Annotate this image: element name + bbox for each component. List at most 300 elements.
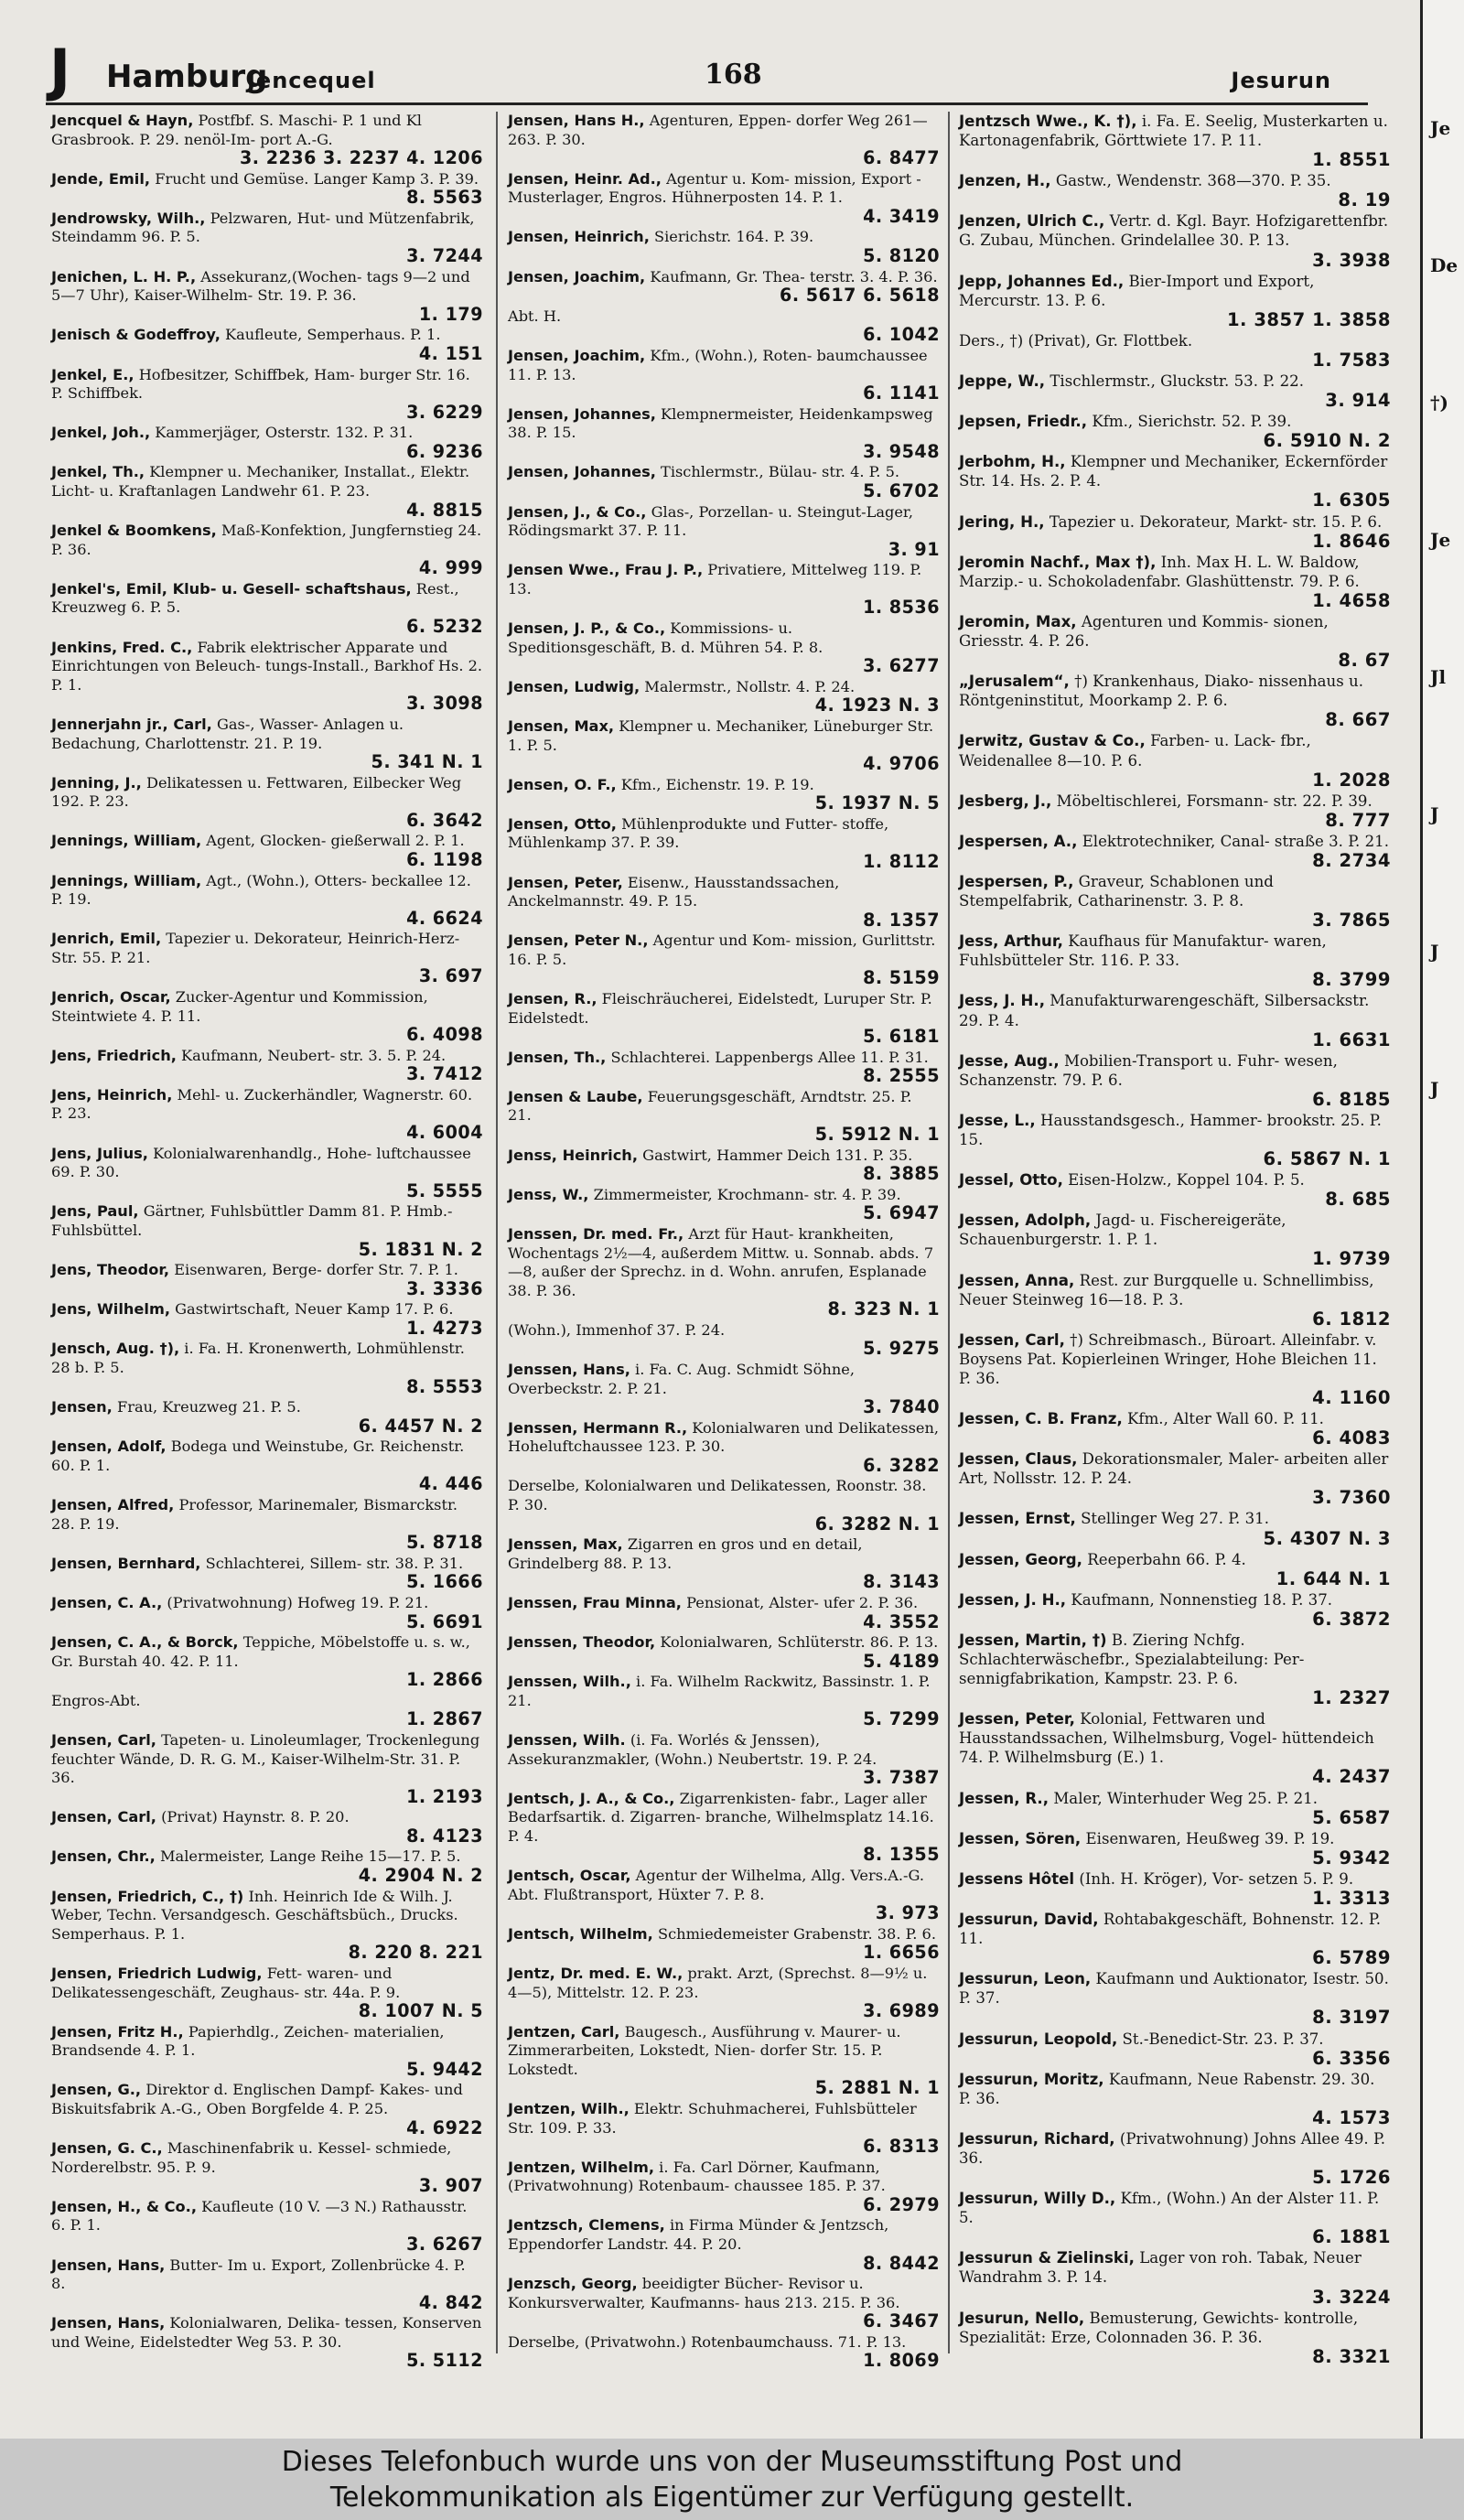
directory-entry: [51, 1086, 483, 1143]
entry-name: Jens, Paul,: [51, 1202, 139, 1221]
directory-entry: [508, 990, 940, 1047]
entry-details: Möbeltischlerei, Forsmann- str. 22. P. 39.: [1056, 792, 1372, 810]
entry-phone-number: 5. 6947: [863, 1202, 940, 1224]
edge-fragment: De: [1430, 254, 1459, 276]
entry-phone-number: 4. 1160: [1312, 1387, 1391, 1408]
entry-name: Jenrich, Oscar,: [51, 988, 171, 1007]
directory-entry: [959, 2189, 1391, 2246]
entry-details: Gastwirtschaft, Neuer Kamp 17. P. 6.: [175, 1300, 454, 1319]
directory-entry: [51, 268, 483, 325]
entry-name: Jespersen, P.,: [959, 872, 1074, 890]
entry-details: Agenturen, Eppen- dorfer Weg 261—263. P. 30.: [508, 112, 928, 148]
entry-name: Jessen, Martin, †): [959, 1631, 1107, 1649]
entry-phone-number: 4. 6922: [406, 2116, 483, 2138]
entry-phone-number: 6. 4457 N. 2: [358, 1415, 483, 1437]
edge-fragment: Jl: [1430, 666, 1447, 688]
entry-name: Jessen, Georg,: [959, 1550, 1082, 1568]
entry-phone-number: 6. 3356: [1312, 2047, 1391, 2069]
directory-entry: [959, 1910, 1391, 1967]
directory-entry: [959, 1631, 1391, 1707]
entry-name: Jensen, Carl,: [51, 1730, 156, 1749]
directory-entry: [51, 1202, 483, 1259]
directory-entry: [508, 1731, 940, 1788]
entry-details: (Wohn.), Immenhof 37. P. 24.: [508, 1320, 726, 1339]
entry-name: Jensen, Friedrich Ludwig,: [51, 1964, 263, 1982]
entry-phone-number: 6. 5867 N. 1: [1263, 1148, 1391, 1170]
directory-entry: [508, 815, 940, 872]
directory-entry: [51, 1965, 483, 2021]
entry-name: Jessen, Anna,: [959, 1271, 1075, 1289]
entry-details: Kfm., (Wohn.) An der Alster 11. P. 5.: [959, 2190, 1380, 2227]
entry-phone-number: 8. 3143: [863, 1571, 940, 1593]
directory-entry: [51, 639, 483, 714]
entry-details: Kfm., Eichenstr. 19. P. 19.: [620, 775, 814, 793]
edge-fragment: J: [1430, 803, 1439, 825]
city-name: Hamburg: [106, 59, 268, 95]
entry-details: Sierichstr. 164. P. 39.: [654, 228, 814, 246]
footer-notice: [0, 2439, 1464, 2520]
column-3: [959, 112, 1391, 2368]
entry-details: Gas-, Wasser- Anlagen u. Bedachung, Charlottenstr. 21. P. 19.: [51, 715, 404, 752]
entry-name: „Jerusalem“,: [959, 673, 1070, 691]
entry-phone-number: 3. 7412: [406, 1063, 483, 1085]
entry-phone-number: 5. 8718: [406, 1532, 483, 1554]
directory-entry: [51, 1888, 483, 1963]
directory-entry: [508, 619, 940, 676]
directory-entry: [959, 1709, 1391, 1786]
directory-entry: [508, 347, 940, 404]
entry-name: Jencquel & Hayn,: [51, 112, 194, 129]
directory-entry: [51, 366, 483, 423]
entry-name: Jens, Friedrich,: [51, 1046, 177, 1064]
directory-entry: [51, 1047, 483, 1084]
entry-name: Jensen, Joachim,: [508, 267, 646, 285]
entry-name: Jensen, Hans,: [51, 2256, 166, 2274]
entry-phone-number: 8. 777: [1325, 809, 1391, 831]
entry-phone-number: 4. 1573: [1312, 2106, 1391, 2128]
entry-details: Farben- u. Lack- fbr., Weidenallee 8—10. P. 6.: [959, 732, 1311, 770]
entry-name: Jespersen, A.,: [959, 832, 1078, 850]
entry-phone-number: 8. 667: [1325, 709, 1391, 731]
entry-phone-number: 8. 67: [1338, 650, 1391, 672]
directory-entry: [959, 1211, 1391, 1268]
entry-name: Jenzen, Ulrich C.,: [959, 212, 1105, 231]
directory-entry: [959, 331, 1391, 370]
entry-name: Jentzen, Carl,: [508, 2022, 620, 2041]
entry-details: Bodega und Weinstube, Gr. Reichenstr. 60. P. 1.: [51, 1438, 465, 1474]
directory-entry: [51, 1594, 483, 1632]
directory-entry: [51, 1555, 483, 1592]
directory-entry: [959, 1829, 1391, 1868]
entry-phone-number: 3. 3098: [406, 693, 483, 715]
entry-details: B. Ziering Nchfg. Schlachterwäschefbr., Spezialabteilung: Per- sennigfabrikation, Kampstr. 23. P. 6.: [959, 1631, 1305, 1688]
entry-phone-number: 8. 3885: [863, 1163, 940, 1185]
directory-entry: [51, 2023, 483, 2080]
entry-details: Abt. H.: [508, 307, 562, 325]
directory-entry: [51, 463, 483, 520]
entry-name: Jessurun & Zielinski,: [959, 2249, 1135, 2267]
entry-phone-number: 8. 5553: [406, 1375, 483, 1397]
entry-name: Jentzsch, Clemens,: [508, 2216, 665, 2235]
directory-entry: [959, 2129, 1391, 2187]
entry-phone-number: 3. 6229: [406, 401, 483, 423]
entry-name: Jentzen, Wilhelm,: [508, 2158, 654, 2176]
entry-name: Jens, Julius,: [51, 1144, 148, 1162]
entry-name: Jerbohm, H.,: [959, 453, 1066, 471]
directory-entry: [51, 2139, 483, 2196]
column-2: [508, 112, 940, 2373]
entry-details: Klempner und Mechaniker, Eckernförder Str. 14. Hs. 2. P. 4.: [959, 453, 1388, 490]
directory-entry: [51, 832, 483, 869]
entry-details: Elektr. Schuhmacherei, Fuhlsbütteler Str. 109. P. 33.: [508, 2099, 917, 2137]
entry-phone-number: 5. 4189: [863, 1650, 940, 1672]
directory-entry: [51, 326, 483, 363]
directory-entry: [51, 2314, 483, 2371]
directory-entry: [51, 522, 483, 578]
entry-phone-number: 1. 8112: [863, 850, 940, 872]
directory-entry: [959, 991, 1391, 1049]
entry-phone-number: 4. 9706: [863, 753, 940, 775]
entry-name: Jensen, Th.,: [508, 1048, 607, 1066]
entry-details: Kolonial, Fettwaren und Hausstandssachen, Wilhelmsburg, Vogel- hüttendeich 74. P. Wilhelmsburg (E.) 1.: [959, 1710, 1374, 1767]
entry-details: Mehl- u. Zuckerhändler, Wagnerstr. 60. P. 23.: [51, 1085, 473, 1123]
entry-name: Jenssen, Wilh.,: [508, 1673, 631, 1691]
entry-details: prakt. Arzt, (Sprechst. 8—9½ u. 4—5), Mittelstr. 12. P. 23.: [508, 1964, 928, 2001]
entry-details: Tischlermstr., Bülau- str. 4. P. 5.: [661, 463, 900, 481]
entry-name: Jensen, Joachim,: [508, 346, 646, 364]
entry-name: Jenssen, Wilh.: [508, 1730, 626, 1749]
entry-phone-number: 3. 907: [418, 2175, 483, 2197]
entry-phone-number: 1. 6656: [863, 1942, 940, 1964]
entry-phone-number: 1. 4658: [1312, 589, 1391, 611]
entry-name: Jenkel, Joh.,: [51, 424, 151, 442]
entry-phone-number: 5. 6587: [1312, 1806, 1391, 1828]
entry-name: Jendrowsky, Wilh.,: [51, 209, 206, 227]
directory-entry: [508, 1419, 940, 1476]
directory-entry: [508, 112, 940, 168]
directory-entry: [508, 228, 940, 265]
entry-name: Jessen, J. H.,: [959, 1590, 1067, 1609]
directory-entry: [959, 1409, 1391, 1448]
entry-phone-number: 3. 7865: [1312, 910, 1391, 932]
entry-phone-number: 6. 8185: [1312, 1088, 1391, 1110]
entry-details: Kaufhaus für Manufaktur- waren, Fuhlsbütteler Str. 116. P. 33.: [959, 932, 1327, 970]
entry-name: Jessen, Sören,: [959, 1829, 1082, 1847]
entry-phone-number: 3. 697: [418, 965, 483, 987]
directory-entry: [508, 776, 940, 813]
entry-details: Klempner u. Mechaniker, Installat., Elektr. Licht- u. Kraftanlagen Landwehr 61. P. 23.: [51, 463, 470, 500]
directory-entry: [51, 2256, 483, 2313]
entry-details: beeidigter Bücher- Revisor u. Konkursverwalter, Kaufmanns- haus 213. 215. P. 36.: [508, 2275, 900, 2311]
entry-name: Jessurun, Moritz,: [959, 2070, 1104, 2088]
directory-entry: [959, 1969, 1391, 2027]
entry-phone-number: 6. 5617 6. 5618: [780, 285, 940, 307]
entry-name: Jensen, Max,: [508, 716, 615, 735]
entry-phone-number: 6. 1042: [863, 324, 940, 346]
entry-phone-number: 5. 7299: [863, 1708, 940, 1730]
entry-phone-number: 6. 5910 N. 2: [1263, 430, 1391, 452]
directory-entry: [959, 1590, 1391, 1629]
entry-name: Jensen, C. A.,: [51, 1593, 163, 1611]
entry-phone-number: 1. 3857 1. 3858: [1226, 308, 1391, 330]
entry-details: Fett- waren- und Delikatessengeschäft, Zeughaus- str. 44a. P. 9.: [51, 1964, 401, 2001]
entry-phone-number: 5. 1937 N. 5: [814, 792, 940, 814]
directory-entry: [959, 1789, 1391, 1827]
entry-name: Jensen,: [51, 1398, 113, 1416]
entry-phone-number: 6. 2979: [863, 2193, 940, 2215]
directory-entry: [51, 1808, 483, 1846]
entry-details: Gastw., Wendenstr. 368—370. P. 35.: [1055, 172, 1331, 190]
entry-phone-number: 4. 6624: [406, 907, 483, 929]
entry-phone-number: 1. 7583: [1312, 349, 1391, 371]
entry-details: Tapeten- u. Linoleumlager, Trockenlegung feuchter Wände, D. R. G. M., Kaiser-Wilhelm-Str. 31. P. 36.: [51, 1730, 480, 1787]
entry-phone-number: 5. 1831 N. 2: [358, 1238, 483, 1260]
directory-entry: [508, 1633, 940, 1671]
entry-phone-number: 4. 842: [418, 2291, 483, 2313]
directory-entry: [51, 930, 483, 986]
entry-phone-number: 3. 6267: [406, 2234, 483, 2256]
entry-phone-number: 1. 8551: [1312, 149, 1391, 171]
directory-entry: [959, 372, 1391, 410]
entry-phone-number: 8. 19: [1338, 189, 1391, 211]
footer-line-2: Telekommunikation als Eigentümer zur Verfügung gestellt.: [329, 2482, 1135, 2514]
entry-details: Pelzwaren, Hut- und Mützenfabrik, Steindamm 96. P. 5.: [51, 209, 475, 246]
entry-details: i. Fa. C. Aug. Schmidt Söhne, Overbeckstr. 2. P. 21.: [508, 1361, 855, 1397]
entry-phone-number: 6. 3642: [406, 809, 483, 831]
entry-details: Rest. zur Burgquelle u. Schnellimbiss, Neuer Steinweg 16—18. P. 3.: [959, 1271, 1374, 1308]
entry-details: (Privat) Haynstr. 8. P. 20.: [161, 1808, 350, 1826]
entry-phone-number: 3. 973: [875, 1902, 940, 1924]
directory-entry: [959, 2248, 1391, 2306]
entry-name: Jensen, C. A., & Borck,: [51, 1633, 239, 1652]
entry-phone-number: 8. 1355: [863, 1844, 940, 1866]
directory-entry: [508, 2159, 940, 2215]
entry-details: †) Krankenhaus, Diako- nissenhaus u. Röntgeninstitut, Moorkamp 2. P. 6.: [959, 673, 1363, 710]
entry-details: Arzt für Haut- krankheiten, Wochentags 2½—4, außerdem Mittw. u. Sonnab. abds. 7—8, außer der Sprechz. in d. Wohn. anrufen, Esplanade 38. P. 36.: [508, 1224, 934, 1299]
entry-phone-number: 3. 91: [888, 538, 940, 560]
directory-entry: [51, 1496, 483, 1553]
directory-entry: [959, 1170, 1391, 1209]
entry-name: Jensen, R.,: [508, 990, 597, 1008]
directory-entry: [51, 872, 483, 929]
entry-details: Frau, Kreuzweg 21. P. 5.: [116, 1398, 301, 1416]
entry-details: Bier-Import und Export, Mercurstr. 13. P. 6.: [959, 272, 1315, 309]
entry-name: Jentzen, Wilh.,: [508, 2099, 630, 2117]
entry-phone-number: 6. 8477: [863, 147, 940, 169]
entry-details: i. Fa. H. Kronenwerth, Lohmühlenstr. 28 b. P. 5.: [51, 1340, 465, 1376]
column-divider: [496, 112, 498, 2353]
entry-details: (i. Fa. Worlés & Jenssen), Assekuranzmakler, (Wohn.) Neubertstr. 19. P. 24.: [508, 1730, 877, 1768]
directory-entry: [959, 2070, 1391, 2127]
entry-name: Jens, Heinrich,: [51, 1085, 173, 1104]
entry-details: Tischlermstr., Gluckstr. 53. P. 22.: [1050, 372, 1304, 391]
entry-details: Kaufleute, Semperhaus. P. 1.: [225, 326, 441, 344]
entry-details: Professor, Marinemaler, Bismarckstr. 28. P. 19.: [51, 1496, 458, 1533]
entry-details: (Privatwohnung) Johns Allee 49. P. 36.: [959, 2129, 1386, 2167]
entry-name: Jenssen, Theodor,: [508, 1633, 656, 1652]
entry-name: Jenzsch, Georg,: [508, 2275, 638, 2293]
entry-phone-number: 5. 2881 N. 1: [814, 2077, 940, 2099]
directory-entry: [508, 717, 940, 774]
entry-details: in Firma Münder & Jentzsch, Eppendorfer Landstr. 44. P. 20.: [508, 2216, 889, 2254]
entry-phone-number: 1. 2867: [406, 1708, 483, 1730]
directory-entry: [51, 774, 483, 831]
entry-name: Jessen, Peter,: [959, 1710, 1075, 1728]
directory-entry: [959, 731, 1391, 789]
directory-entry: [51, 1398, 483, 1436]
entry-phone-number: 4. 8815: [406, 499, 483, 521]
entry-name: Jensen, Heinrich,: [508, 228, 650, 246]
entry-phone-number: 6. 1881: [1312, 2226, 1391, 2248]
entry-details: Glas-, Porzellan- u. Steingut-Lager, Rödingsmarkt 37. P. 11.: [508, 502, 914, 540]
directory-entry: [51, 2198, 483, 2255]
entry-name: Jenkel & Boomkens,: [51, 522, 217, 540]
entry-phone-number: 5. 6181: [863, 1026, 940, 1048]
entry-name: Jenss, W.,: [508, 1185, 589, 1203]
entry-details: Malermstr., Nollstr. 4. P. 24.: [644, 677, 856, 695]
directory-entry: [508, 1147, 940, 1184]
entry-details: Agentur u. Kom- mission, Export - Musterlager, Engros. Hühnerposten 14. P. 1.: [508, 169, 921, 207]
entry-details: Kaufmann, Gr. Thea- terstr. 3. 4. P. 36.: [650, 267, 938, 285]
directory-entry: [51, 1438, 483, 1494]
entry-details: Kfm., Sierichstr. 52. P. 39.: [1092, 413, 1292, 431]
entry-phone-number: 1. 8069: [863, 2350, 940, 2372]
directory-entry: [959, 792, 1391, 830]
entry-name: Jensen, O. F.,: [508, 775, 617, 793]
directory-entry: [959, 832, 1391, 870]
entry-phone-number: 4. 446: [418, 1473, 483, 1495]
directory-entry: [508, 268, 940, 306]
entry-name: Jensen, Peter,: [508, 873, 623, 891]
entry-details: Mühlenprodukte und Futter- stoffe, Mühlenkamp 37. P. 39.: [508, 814, 889, 852]
entry-name: Jenkel's, Emil, Klub- u. Gesell- schaftshaus,: [51, 579, 412, 598]
entry-phone-number: 6. 1812: [1312, 1308, 1391, 1330]
directory-entry: [508, 1088, 940, 1145]
directory-entry: [959, 872, 1391, 930]
column-divider: [948, 112, 950, 2353]
entry-name: Jentz, Dr. med. E. W.,: [508, 1964, 684, 1982]
entry-phone-number: 6. 1141: [863, 382, 940, 404]
entry-name: Jennings, William,: [51, 871, 202, 889]
entry-details: Dekorationsmaler, Maler- arbeiten aller Art, Nollsstr. 12. P. 24.: [959, 1450, 1389, 1488]
entry-details: Zigarrenkisten- fabr., Lager aller Bedarfsartik. d. Zigarren- branche, Wilhelmsplatz 14.16. P. 4.: [508, 1789, 934, 1845]
entry-phone-number: 1. 4273: [406, 1317, 483, 1339]
entry-name: Jensen, G. C.,: [51, 2139, 163, 2158]
entry-phone-number: 1. 9739: [1312, 1248, 1391, 1270]
entry-details: Eisenwaren, Heußweg 39. P. 19.: [1085, 1829, 1335, 1847]
entry-name: Jens, Theodor,: [51, 1261, 170, 1279]
entry-details: Jagd- u. Fischereigeräte, Schauenburgerstr. 1. P. 1.: [959, 1212, 1286, 1249]
entry-name: Jessurun, Leopold,: [959, 2030, 1118, 2048]
entry-phone-number: 3. 6277: [863, 655, 940, 677]
entry-name: Jessel, Otto,: [959, 1171, 1063, 1190]
entry-phone-number: 1. 6305: [1312, 490, 1391, 512]
entry-phone-number: 8. 3321: [1312, 2345, 1391, 2367]
section-initial: J: [49, 37, 71, 103]
entry-details: Postfbf. S. Maschi- P. 1 und Kl Grasbrook. P. 29. nenöl-Im- port A.-G.: [51, 112, 422, 148]
last-entry-word: Jesurun: [1231, 68, 1331, 93]
directory-entry: [508, 2216, 940, 2273]
entry-phone-number: 8. 685: [1325, 1189, 1391, 1211]
directory-entry: [508, 2023, 940, 2098]
entry-details: Agentur der Wilhelma, Allg. Vers.A.-G. Abt. Flußtransport, Hüxter 7. P. 8.: [508, 1867, 924, 1903]
entry-details: Kammerjäger, Osterstr. 132. P. 31.: [155, 424, 414, 442]
entry-phone-number: 5. 1726: [1312, 2167, 1391, 2189]
entry-name: Jenkel, Th.,: [51, 463, 145, 481]
entry-name: Jensen, G.,: [51, 2081, 142, 2099]
entry-name: Jepp, Johannes Ed.,: [959, 272, 1125, 290]
directory-entry: [508, 1186, 940, 1223]
directory-entry: [959, 612, 1391, 670]
directory-entry: [51, 1847, 483, 1885]
entry-details: Schlachterei, Sillem- str. 38. P. 31.: [205, 1554, 464, 1572]
entry-name: Jeromin, Max,: [959, 612, 1077, 630]
entry-details: Rohtabakgeschäft, Bohnenstr. 12. P. 11.: [959, 1911, 1381, 1948]
directory-entry: [508, 932, 940, 988]
entry-phone-number: 1. 2193: [406, 1785, 483, 1807]
entry-details: Agent, Glocken- gießerwall 2. P. 1.: [206, 832, 465, 850]
directory-entry: [959, 512, 1391, 551]
directory-entry: [959, 1449, 1391, 1507]
entry-details: Rest., Kreuzweg 6. P. 5.: [51, 579, 459, 617]
directory-entry: [51, 988, 483, 1045]
entry-details: Hausstandsgesch., Hammer- brookstr. 25. P. 15.: [959, 1111, 1382, 1148]
entry-details: Butter- Im u. Export, Zollenbrücke 4. P. 8.: [51, 2256, 466, 2293]
entry-phone-number: 8. 3197: [1312, 2007, 1391, 2029]
directory-entry: [51, 716, 483, 772]
directory-entry: [51, 1692, 483, 1729]
entry-details: Manufakturwarengeschäft, Silbersackstr. 29. P. 4.: [959, 992, 1370, 1029]
entry-details: Kaufmann und Auktionator, Isestr. 50. P. 37.: [959, 1970, 1389, 2008]
entry-details: (Privatwohnung) Hofweg 19. P. 21.: [167, 1593, 429, 1611]
entry-name: Jenichen, L. H. P.,: [51, 267, 197, 285]
entry-phone-number: 5. 9275: [863, 1338, 940, 1360]
entry-details: Derselbe, (Privatwohn.) Rotenbaumchauss. 71. P. 13.: [508, 2332, 907, 2351]
page-header: [46, 37, 1368, 105]
entry-phone-number: 1. 2028: [1312, 769, 1391, 791]
directory-entry: [51, 1261, 483, 1298]
entry-phone-number: 6. 3282 N. 1: [814, 1513, 940, 1535]
entry-phone-number: 5. 1666: [406, 1571, 483, 1593]
directory-entry: [508, 1925, 940, 1963]
next-page-edge: [1420, 0, 1464, 2439]
entry-phone-number: 3. 7840: [863, 1396, 940, 1418]
entry-name: Jentsch, Oscar,: [508, 1867, 631, 1885]
entry-name: Jesberg, J.,: [959, 792, 1052, 810]
entry-details: Kolonialwaren und Delikatessen, Hoheluftchaussee 123. P. 30.: [508, 1418, 940, 1456]
directory-entry: [959, 272, 1391, 329]
entry-phone-number: 8. 2734: [1312, 849, 1391, 871]
entry-name: Jensen, Chr.,: [51, 1847, 156, 1866]
directory-entry: [508, 1321, 940, 1359]
entry-name: Jensen, Carl,: [51, 1808, 156, 1826]
entry-phone-number: 6. 4098: [406, 1024, 483, 1046]
entry-details: Maler, Winterhuder Weg 25. P. 21.: [1053, 1789, 1319, 1807]
directory-entry: [51, 580, 483, 637]
entry-phone-number: 1. 179: [418, 303, 483, 325]
entry-phone-number: 6. 4083: [1312, 1427, 1391, 1449]
entry-phone-number: 1. 644 N. 1: [1276, 1567, 1391, 1589]
entry-details: Vertr. d. Kgl. Bayr. Hofzigarettenfbr. G. Zubau, München. Grindelallee 30. P. 13.: [959, 212, 1389, 250]
directory-entry: [51, 1340, 483, 1396]
edge-fragment: †): [1430, 392, 1448, 414]
entry-name: Jensen, Hans,: [51, 2314, 166, 2332]
directory-entry: [508, 2275, 940, 2332]
entry-phone-number: 5. 6702: [863, 479, 940, 501]
entry-name: Jerwitz, Gustav & Co.,: [959, 732, 1146, 750]
entry-phone-number: 6. 5232: [406, 616, 483, 638]
entry-name: Jens, Wilhelm,: [51, 1300, 170, 1319]
